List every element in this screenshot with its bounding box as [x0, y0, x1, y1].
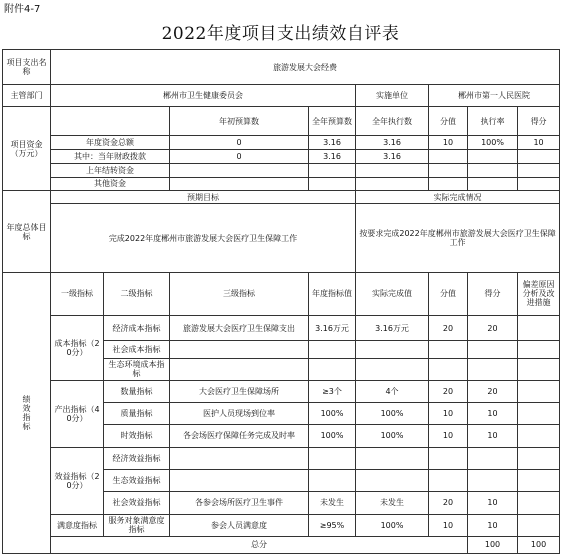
indicator-reason — [518, 359, 560, 380]
indicator-l3 — [170, 447, 309, 469]
funds-row-initial — [170, 177, 309, 191]
indicator-l2: 经济成本指标 — [104, 315, 170, 341]
indicator-points: 10 — [468, 425, 518, 447]
total-points: 100 — [518, 536, 560, 553]
funds-row-annual: 3.16 — [309, 149, 356, 163]
indicator-points — [468, 469, 518, 491]
dept-row — [3, 85, 560, 107]
indicator-score: 10 — [429, 514, 468, 536]
indicator-target — [309, 469, 356, 491]
indicator-l3: 旅游发展大会医疗卫生保障支出 — [170, 315, 309, 341]
perf-header-target: 年度指标值 — [309, 273, 356, 316]
perf-header-l3: 三级指标 — [170, 273, 309, 316]
dept-label: 主管部门 — [3, 85, 51, 107]
indicator-actual: 100% — [356, 402, 429, 424]
perf-header-l2: 二级指标 — [104, 273, 170, 316]
indicator-l3: 医护人员现场到位率 — [170, 402, 309, 424]
funds-row-score — [429, 149, 468, 163]
indicator-target: ≥3个 — [309, 380, 356, 402]
funds-header-annual: 全年预算数 — [309, 107, 356, 136]
indicator-target — [309, 447, 356, 469]
funds-row-initial: 0 — [170, 149, 309, 163]
total-score: 100 — [468, 536, 518, 553]
project-row — [3, 50, 560, 85]
indicator-row — [3, 514, 560, 536]
indicator-l2: 数量指标 — [104, 380, 170, 402]
indicator-reason — [518, 514, 560, 536]
funds-row-name: 其中：当年财政拨款 — [51, 149, 170, 163]
funds-row-annual — [309, 163, 356, 177]
indicator-actual — [356, 341, 429, 359]
indicator-points — [468, 447, 518, 469]
indicator-l2: 服务对象满意度指标 — [104, 514, 170, 536]
perf-header-l1: 一级指标 — [51, 273, 104, 316]
indicator-actual: 4个 — [356, 380, 429, 402]
goal-header-row — [3, 191, 560, 204]
indicator-points: 10 — [468, 514, 518, 536]
funds-row-points — [518, 149, 560, 163]
indicator-points: 10 — [468, 492, 518, 514]
funds-header-score: 分值 — [429, 107, 468, 136]
indicator-l2: 时效指标 — [104, 425, 170, 447]
goal-actual-value: 按要求完成2022年度郴州市旅游发展大会医疗卫生保障工作 — [356, 204, 560, 273]
indicator-score: 10 — [429, 425, 468, 447]
funds-row-exec: 3.16 — [356, 149, 429, 163]
indicator-row — [3, 315, 560, 341]
indicator-actual — [356, 469, 429, 491]
indicator-l3: 各参会场所医疗卫生事件 — [170, 492, 309, 514]
indicator-row — [3, 447, 560, 469]
funds-row-initial — [170, 163, 309, 177]
indicator-score: 20 — [429, 492, 468, 514]
goal-expected-header: 预期目标 — [51, 191, 356, 204]
indicator-l2: 社会成本指标 — [104, 341, 170, 359]
indicator-actual: 100% — [356, 514, 429, 536]
funds-row-exec — [356, 163, 429, 177]
indicator-score — [429, 447, 468, 469]
project-name-label: 项目支出名称 — [3, 50, 51, 85]
funds-row-rate: 100% — [468, 136, 518, 150]
funds-row — [3, 136, 560, 150]
indicator-l2: 生态效益指标 — [104, 469, 170, 491]
funds-row-exec: 3.16 — [356, 136, 429, 150]
indicator-l3 — [170, 469, 309, 491]
funds-header-blank — [51, 107, 170, 136]
indicator-points: 20 — [468, 315, 518, 341]
funds-label: 项目资金（万元） — [3, 107, 51, 191]
funds-row-score — [429, 163, 468, 177]
total-label: 总分 — [51, 536, 468, 553]
indicator-score: 20 — [429, 380, 468, 402]
indicator-actual: 3.16万元 — [356, 315, 429, 341]
indicator-reason — [518, 425, 560, 447]
perf-header-actual: 实际完成值 — [356, 273, 429, 316]
funds-row-name: 上年结转资金 — [51, 163, 170, 177]
goal-expected-value: 完成2022年度郴州市旅游发展大会医疗卫生保障工作 — [51, 204, 356, 273]
benefit-label: 效益指标（20分） — [51, 447, 104, 514]
indicator-reason — [518, 315, 560, 341]
indicator-score — [429, 341, 468, 359]
funds-row-initial: 0 — [170, 136, 309, 150]
project-name-value: 旅游发展大会经费 — [51, 50, 560, 85]
indicator-points: 10 — [468, 402, 518, 424]
output-label: 产出指标（40分） — [51, 380, 104, 447]
funds-row-score: 10 — [429, 136, 468, 150]
indicator-reason — [518, 447, 560, 469]
indicator-points: 20 — [468, 380, 518, 402]
perf-label-text: 绩效指标 — [22, 395, 31, 432]
indicator-l2: 社会效益指标 — [104, 492, 170, 514]
indicator-l3: 各会场医疗保障任务完成及时率 — [170, 425, 309, 447]
annex-label: 附件4-7 — [4, 4, 41, 15]
dept-value: 郴州市卫生健康委员会 — [51, 85, 356, 107]
funds-row-points: 10 — [518, 136, 560, 150]
indicator-l2: 质量指标 — [104, 402, 170, 424]
indicator-target: 100% — [309, 425, 356, 447]
indicator-l3 — [170, 359, 309, 380]
goal-label: 年度总体目标 — [3, 191, 51, 273]
perf-label — [3, 273, 51, 554]
indicator-l3: 大会医疗卫生保障场所 — [170, 380, 309, 402]
funds-row — [3, 149, 560, 163]
funds-header-rate: 执行率 — [468, 107, 518, 136]
page-title: 2022年度项目支出绩效自评表 — [161, 24, 400, 44]
indicator-target — [309, 341, 356, 359]
funds-header-initial: 年初预算数 — [170, 107, 309, 136]
funds-row-name: 其他资金 — [51, 177, 170, 191]
indicator-reason — [518, 380, 560, 402]
indicator-reason — [518, 341, 560, 359]
funds-row — [3, 177, 560, 191]
funds-row-points — [518, 177, 560, 191]
funds-row-exec — [356, 177, 429, 191]
self-evaluation-table — [2, 49, 560, 554]
indicator-score: 10 — [429, 402, 468, 424]
indicator-target — [309, 359, 356, 380]
funds-header-exec: 全年执行数 — [356, 107, 429, 136]
goal-content-row — [3, 204, 560, 273]
indicator-actual: 未发生 — [356, 492, 429, 514]
total-row — [3, 536, 560, 553]
indicator-reason — [518, 492, 560, 514]
indicator-actual — [356, 447, 429, 469]
indicator-points — [468, 359, 518, 380]
funds-row-rate — [468, 149, 518, 163]
goal-actual-header: 实际完成情况 — [356, 191, 560, 204]
indicator-l2: 经济效益指标 — [104, 447, 170, 469]
indicator-points — [468, 341, 518, 359]
perf-header-row — [3, 273, 560, 316]
cost-label: 成本指标（20分） — [51, 315, 104, 380]
indicator-l2: 生态环境成本指标 — [104, 359, 170, 380]
perf-header-score: 分值 — [429, 273, 468, 316]
satisfaction-label: 满意度指标 — [51, 514, 104, 536]
indicator-target: ≥95% — [309, 514, 356, 536]
indicator-score — [429, 359, 468, 380]
indicator-row — [3, 380, 560, 402]
impl-label: 实施单位 — [356, 85, 429, 107]
indicator-l3 — [170, 341, 309, 359]
funds-row — [3, 163, 560, 177]
funds-row-points — [518, 163, 560, 177]
funds-row-annual — [309, 177, 356, 191]
impl-value: 郴州市第一人民医院 — [429, 85, 560, 107]
indicator-actual: 100% — [356, 425, 429, 447]
indicator-score: 20 — [429, 315, 468, 341]
funds-header-row — [3, 107, 560, 136]
indicator-target: 未发生 — [309, 492, 356, 514]
indicator-score — [429, 469, 468, 491]
indicator-target: 100% — [309, 402, 356, 424]
indicator-reason — [518, 469, 560, 491]
funds-row-annual: 3.16 — [309, 136, 356, 150]
funds-row-name: 年度资金总额 — [51, 136, 170, 150]
funds-row-score — [429, 177, 468, 191]
indicator-reason — [518, 402, 560, 424]
indicator-target: 3.16万元 — [309, 315, 356, 341]
indicator-actual — [356, 359, 429, 380]
funds-row-rate — [468, 163, 518, 177]
perf-header-points: 得分 — [468, 273, 518, 316]
funds-row-rate — [468, 177, 518, 191]
indicator-l3: 参会人员满意度 — [170, 514, 309, 536]
funds-header-points: 得分 — [518, 107, 560, 136]
perf-header-reason: 偏差原因分析及改进措施 — [518, 273, 560, 316]
